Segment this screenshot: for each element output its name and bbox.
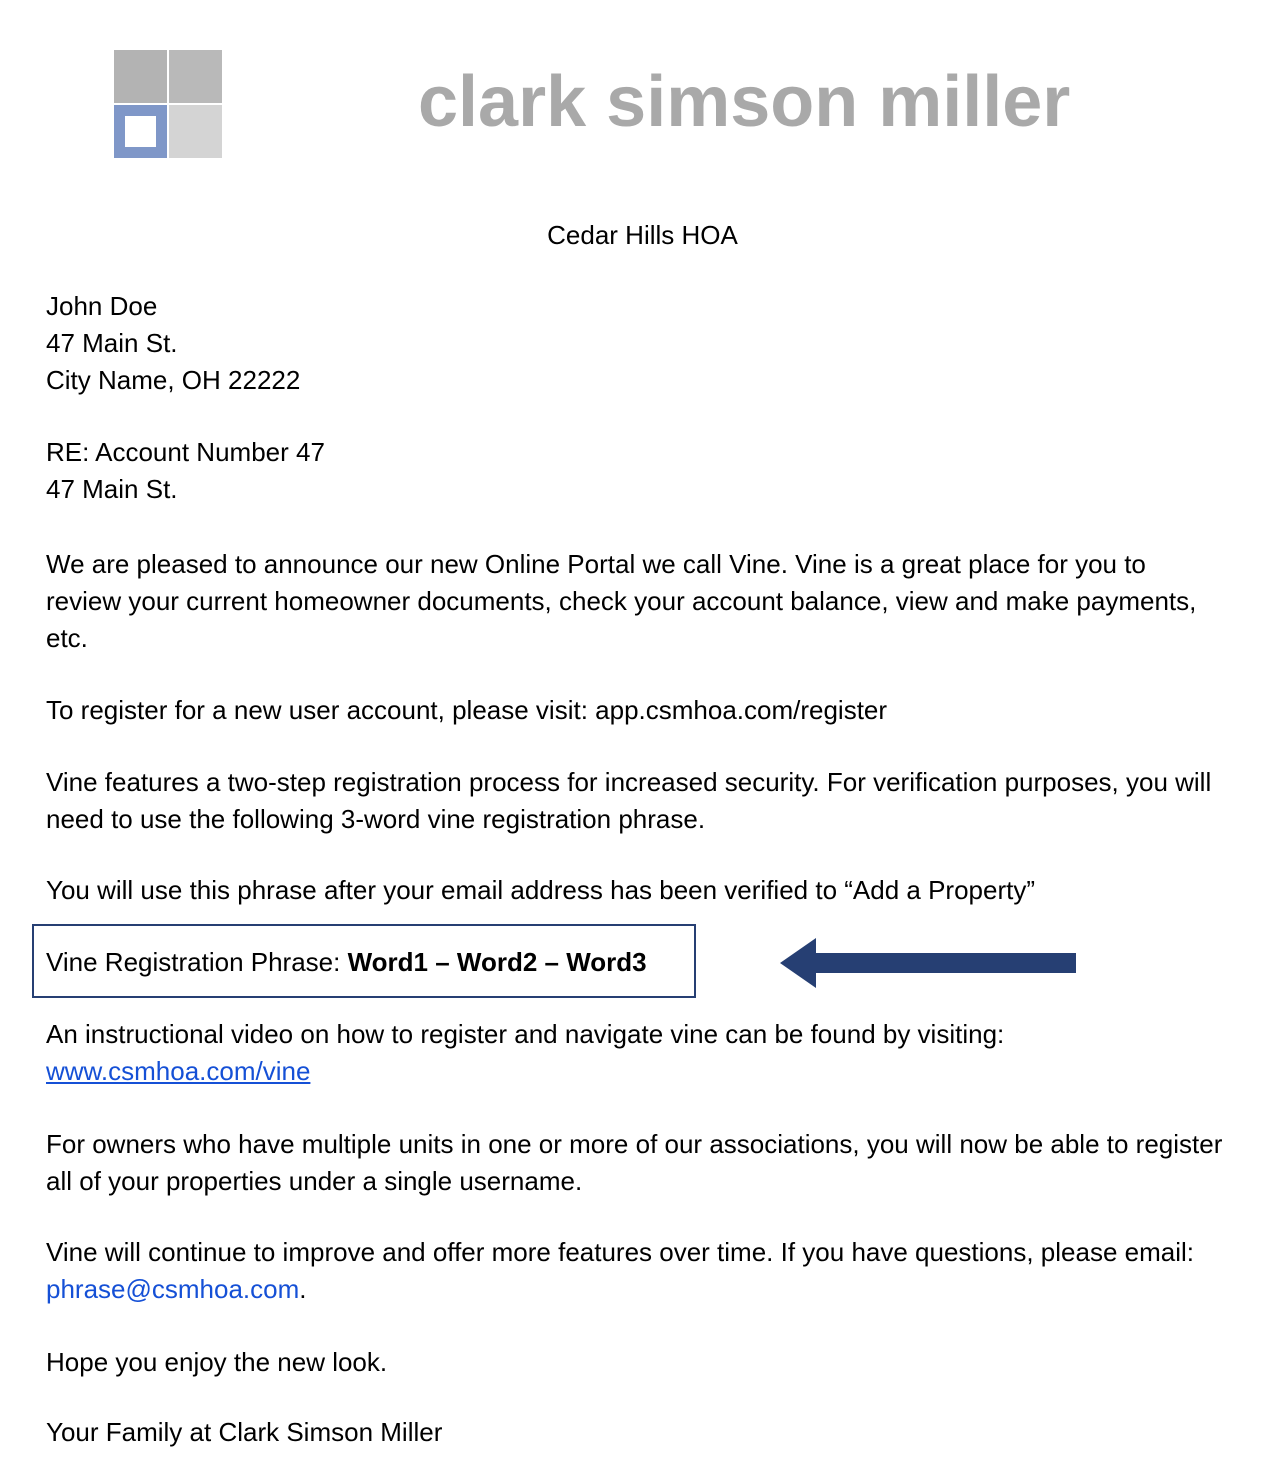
email-suffix: . bbox=[299, 1274, 307, 1304]
arrow-left-icon bbox=[780, 938, 1076, 988]
use-phrase-text: You will use this phrase after your email address has been verified to “Add a Property” bbox=[46, 875, 1036, 905]
signoff-paragraph bbox=[46, 1414, 1226, 1451]
enjoy-text: Hope you enjoy the new look. bbox=[46, 1347, 388, 1377]
enjoy-paragraph bbox=[46, 1344, 1226, 1381]
phrase-value: Word1 – Word2 – Word3 bbox=[347, 947, 647, 977]
video-link[interactable]: www.csmhoa.com/vine bbox=[46, 1056, 311, 1086]
security-text: Vine features a two-step registration process for increased security. For verification purposes, you will need to use the following 3-word vine registration phrase. bbox=[46, 767, 1212, 834]
register-paragraph bbox=[46, 692, 1226, 729]
association-title: Cedar Hills HOA bbox=[547, 220, 738, 250]
video-paragraph bbox=[46, 1016, 1226, 1090]
multiple-units-text: For owners who have multiple units in one or more of our associations, you will now be able to register all of your properties under a single username. bbox=[46, 1129, 1223, 1196]
recipient-city: City Name, OH 22222 bbox=[46, 365, 301, 395]
register-text: To register for a new user account, please visit: app.csmhoa.com/register bbox=[46, 695, 888, 725]
re-account: RE: Account Number 47 bbox=[46, 437, 325, 467]
recipient-address bbox=[46, 288, 1226, 399]
brand-name: clark simson miller bbox=[418, 62, 1071, 142]
recipient-street: 47 Main St. bbox=[46, 328, 178, 358]
registration-phrase bbox=[46, 942, 647, 982]
use-phrase-paragraph bbox=[46, 872, 1226, 909]
re-street: 47 Main St. bbox=[46, 474, 178, 504]
email-link[interactable]: phrase@csmhoa.com bbox=[46, 1274, 300, 1304]
signoff-text: Your Family at Clark Simson Miller bbox=[46, 1417, 443, 1447]
phrase-label: Vine Registration Phrase: bbox=[46, 947, 348, 977]
intro-text: We are pleased to announce our new Online Portal we call Vine. Vine is a great place for you to review your current homeowner documents, check your account balance, view and make payments, etc. bbox=[46, 549, 1197, 653]
intro-paragraph bbox=[46, 546, 1216, 657]
company-logo-icon bbox=[114, 50, 222, 158]
multiple-units-paragraph bbox=[46, 1126, 1226, 1200]
improve-paragraph bbox=[46, 1234, 1221, 1308]
re-block bbox=[46, 434, 1226, 508]
security-paragraph bbox=[46, 764, 1221, 838]
improve-text: Vine will continue to improve and offer more features over time. If you have questions, please email: bbox=[46, 1237, 1194, 1267]
video-text: An instructional video on how to register and navigate vine can be found by visiting: bbox=[46, 1019, 1005, 1049]
recipient-name: John Doe bbox=[46, 291, 158, 321]
